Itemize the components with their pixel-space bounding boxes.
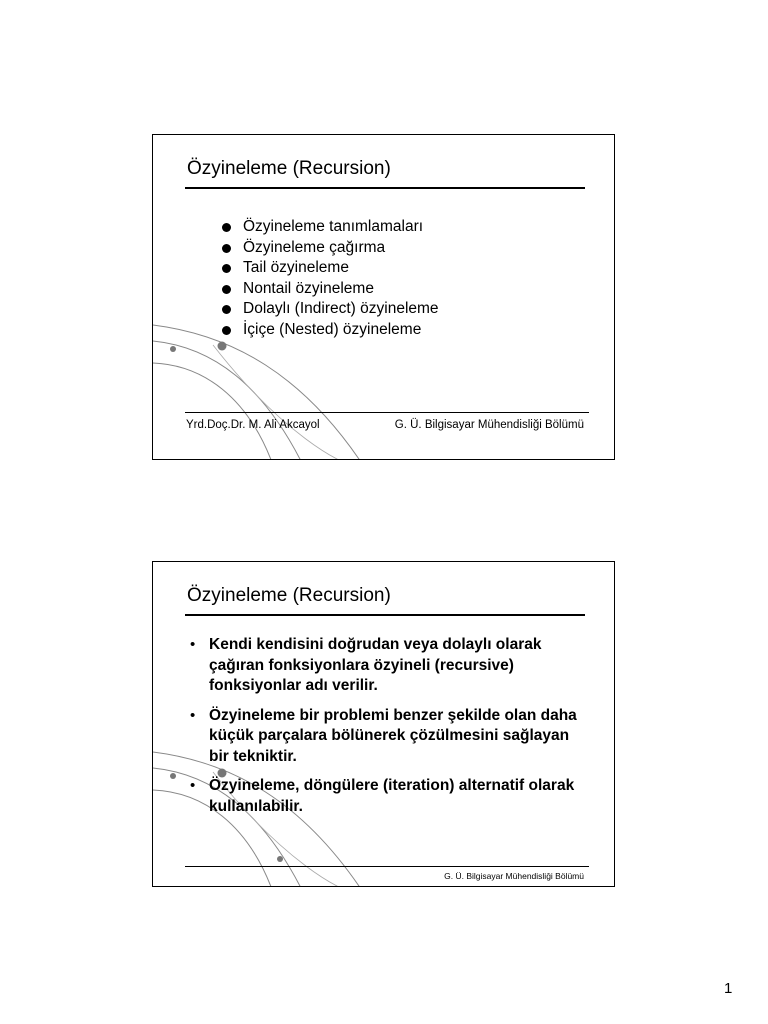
list-item: • Özyineleme, döngülere (iteration) alternatif olarak kullanılabilir.: [190, 777, 575, 815]
title-underline: [185, 614, 585, 616]
bullet-dot-icon: •: [190, 636, 196, 653]
bullet-dot-icon: •: [190, 777, 196, 794]
bullet-dot-icon: [222, 285, 231, 294]
list-item: Özyineleme çağırma: [221, 238, 439, 259]
bullet-dot-icon: [222, 264, 231, 273]
list-item: Dolaylı (Indirect) özyineleme: [221, 299, 439, 320]
slide-title: Özyineleme (Recursion): [187, 585, 391, 606]
list-item: Özyineleme tanımlamaları: [221, 217, 439, 238]
bullet-list: [189, 635, 589, 826]
list-item: İçiçe (Nested) özyineleme: [221, 320, 439, 341]
list-item: Nontail özyineleme: [221, 279, 439, 300]
footer-department: G. Ü. Bilgisayar Mühendisliği Bölümü: [394, 419, 584, 431]
footer-rule: [185, 412, 589, 413]
bullet-dot-icon: [222, 305, 231, 314]
title-underline: [185, 187, 585, 189]
bullet-dot-icon: [222, 223, 231, 232]
list-item: • Kendi kendisini doğrudan veya dolaylı olarak çağıran fonksiyonlara özyineli (recursive) fonksiyonlar adı verilir.: [190, 636, 542, 694]
bullet-list: [221, 217, 439, 340]
footer-rule: [185, 866, 589, 867]
slide-title: Özyineleme (Recursion): [187, 158, 391, 179]
bullet-dot-icon: [222, 244, 231, 253]
list-item: • Özyineleme bir problemi benzer şekilde olan daha küçük parçalara bölünerek çözülmesini sağlayan bir tekniktir.: [190, 706, 577, 765]
page-number: 1: [724, 980, 733, 997]
slide-2: [152, 561, 615, 887]
footer-department: G. Ü. Bilgisayar Mühendisliği Bölümü: [444, 871, 584, 881]
slide-1: [152, 134, 615, 460]
list-item: Tail özyineleme: [221, 258, 439, 279]
footer-author: Yrd.Doç.Dr. M. Ali Akcayol: [186, 419, 320, 431]
bullet-dot-icon: •: [190, 706, 196, 724]
bullet-dot-icon: [222, 326, 231, 335]
